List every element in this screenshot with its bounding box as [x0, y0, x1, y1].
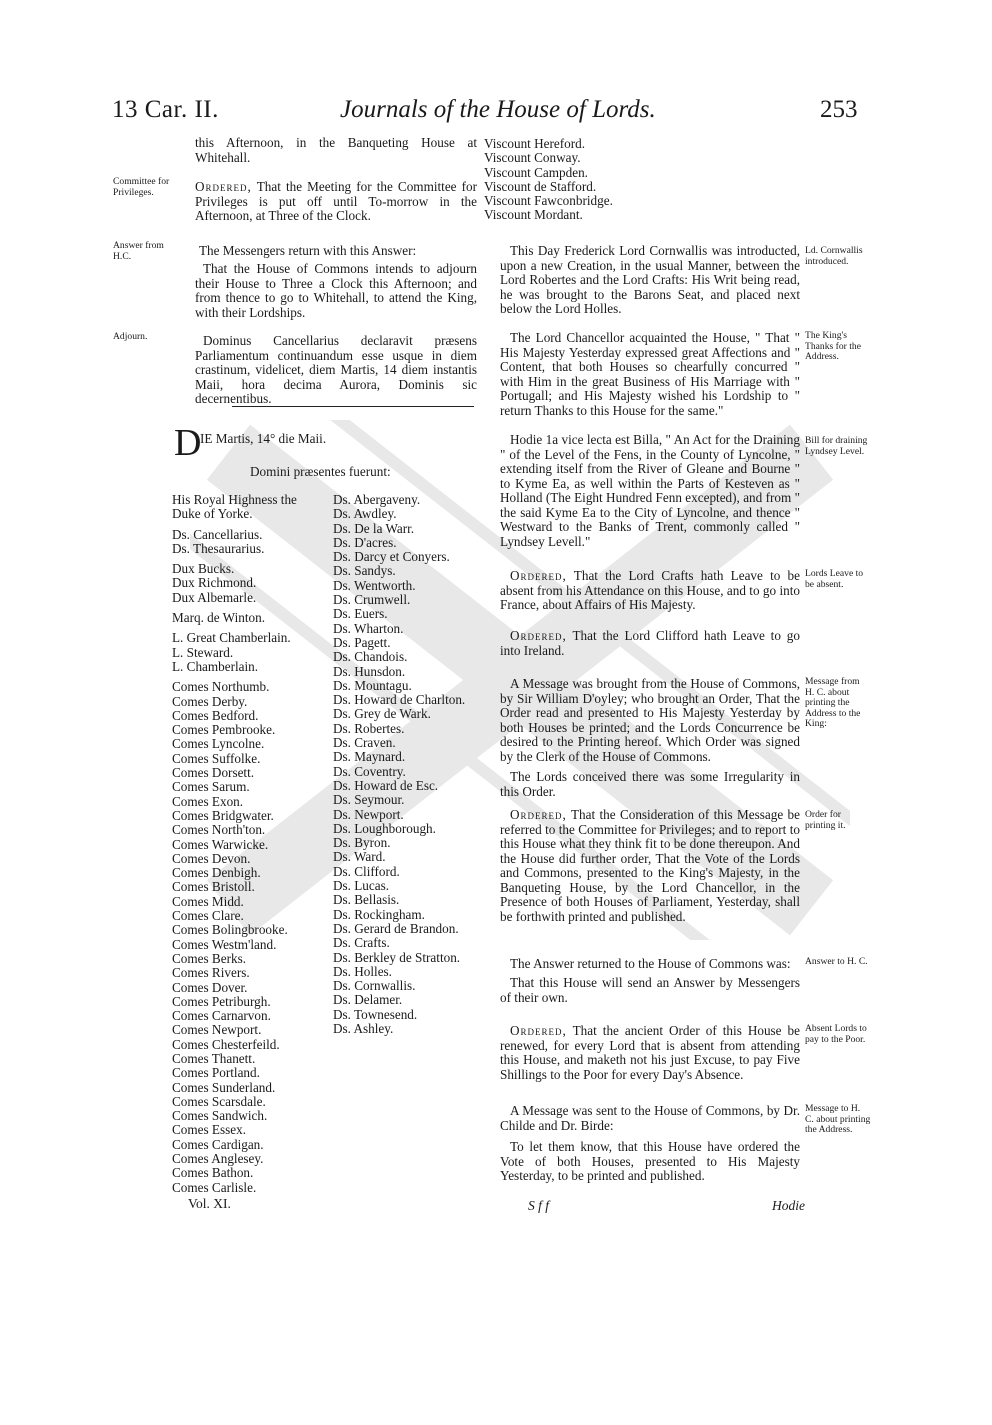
lord-name: Ds. Hunsdon.: [333, 663, 406, 679]
answer-text-2: That this House will send an Answer by Messengers of their own.: [500, 975, 800, 1005]
clifford-leave-text: That the Lord Clifford hath Leave to go into Ireland.: [500, 628, 800, 658]
margin-message: Message from H. C. about printing the Address to the King:: [805, 676, 861, 729]
lord-name: Comes Clare.: [172, 908, 244, 924]
kings-thanks-paragraph: The Lord Chancellor acquainted the House, " That " His Majesty Yesterday expressed great Affections and " Content, that both Houses so chearfully concurred " with Him in the great Business of His Marriage with " Portugall; and His Majesty wished his Lordship to " return Thanks to this House for the same.": [500, 330, 800, 418]
lord-name: Comes Sunderland.: [172, 1079, 276, 1095]
message-sent-paragraph: A Message was sent to the House of Commons, by Dr. Childe and Dr. Birde:: [500, 1103, 800, 1133]
day-heading: IE Martis, 14° die Maii.: [200, 431, 327, 446]
lord-name: Comes Dover.: [172, 979, 248, 995]
page-number: 253: [820, 96, 858, 123]
lord-name: Ds. Lucas.: [333, 878, 390, 894]
lord-name: Ds. Sandys.: [333, 563, 396, 579]
lord-name: Comes Warwicke.: [172, 836, 269, 852]
lord-name: Comes Portland.: [172, 1065, 260, 1081]
volume-label: Vol. XI.: [188, 1196, 231, 1211]
lord-name: Ds. Pagett.: [333, 634, 391, 650]
lord-name: Ds. Newport.: [333, 806, 404, 822]
lord-name: Ds. Berkley de Stratton.: [333, 949, 461, 965]
lord-name: Comes Bristoll.: [172, 879, 255, 895]
adjourn-paragraph: Dominus Cancellarius declaravit præsens Parliamentum continuandum esse usque in diem crastinum, videlicet, diem Martis, 14 diem instantis Maii, hora decima Aurora, Dominis sic decernentibus.: [195, 333, 477, 406]
lord-name: Ds. Euers.: [333, 606, 388, 622]
margin-absent: Absent Lords to pay to the Poor.: [805, 1023, 867, 1045]
bill-paragraph: Hodie 1a vice lecta est Billa, " An Act for the Draining " of the Level of the Fens, in the County of Lyncolne, " extending itself from the River of Gleane and Bourne " to Kyme Ea, as well within the Parts of Kesteven as " Holland (The Eight Hundred Fenn excepted), and from " the said Kyme Ea to the City of Lyncolne, and thence " Westward to the Banks of Trent, commonly called " Lyndsey Levell.": [500, 432, 800, 549]
ordered-label: Ordered,: [195, 179, 252, 194]
section-divider: [232, 406, 474, 407]
margin-order: Order for printing it.: [805, 809, 846, 831]
lord-name: His Royal Highness the: [172, 492, 297, 507]
lord-name: Ds. Wentworth.: [333, 577, 416, 593]
header-title: Journals of the House of Lords.: [340, 96, 656, 123]
crafts-leave-text: That the Lord Crafts hath Leave to be absent from his Attendance on this House, and to go into France, about Affairs of His Majesty.: [500, 568, 800, 612]
margin-message-2: Message to H. C. about printing the Address.: [805, 1103, 871, 1135]
lord-name: L. Great Chamberlain.: [172, 630, 291, 646]
lord-name: Ds. Delamer.: [333, 992, 403, 1008]
lord-name: Comes Northumb.: [172, 679, 270, 695]
consider-text: That the Consideration of this Message be referred to the Committee for Privileges; and to report to this House what they think fit to be done thereupon. And the House did further order, That the Vote of the Lords and Commons, presented to the King's Majesty, in the Banqueting House, by the Lord Chancellor, in the Presence of both Houses of Parliament, Yesterday, shall be forthwith printed and published.: [500, 807, 800, 924]
lord-name: Dux Bucks.: [172, 561, 235, 577]
lord-name: Comes Lyncolne.: [172, 736, 265, 752]
lord-name: Ds. Townesend.: [333, 1006, 418, 1022]
margin-thanks: The King's Thanks for the Address.: [805, 330, 861, 362]
lord-name: Comes Scarsdale.: [172, 1093, 266, 1109]
lord-name: Ds. Coventry.: [333, 763, 406, 779]
lord-name: Comes Exon.: [172, 793, 244, 809]
ordered-committee-paragraph: [195, 180, 477, 224]
answer-paragraph: That the House of Commons intends to adjourn their House to Three a Clock this Afternoon; and from thence to go to Whitehall, to attend the King, with their Lordships.: [195, 261, 477, 320]
lord-name: Ds. Cancellarius.: [172, 526, 263, 542]
ordered-committee-text: That the Meeting for the Committee for Privileges is put off until To-morrow in the Afternoon, at Three of the Clock.: [195, 179, 477, 223]
answer-returned: The Answer returned to the House of Commons was:: [510, 956, 791, 971]
lord-name: Comes Thanett.: [172, 1050, 256, 1066]
lord-name: Viscount Campden.: [484, 164, 588, 180]
lord-name: Viscount de Stafford.: [484, 178, 597, 194]
lord-name: Viscount Mordant.: [484, 207, 583, 223]
let-know-paragraph: To let them know, that this House have ordered the Vote of both Houses, presented to His Majesty Yesterday, to be printed and published.: [500, 1139, 800, 1183]
header-session: 13 Car. II.: [112, 96, 219, 123]
lord-name: Ds. Cornwallis.: [333, 978, 416, 994]
lord-name: Comes Sarum.: [172, 779, 250, 795]
continued-paragraph: this Afternoon, in the Banqueting House at Whitehall.: [195, 135, 477, 165]
lord-name: Comes Westm'land.: [172, 936, 277, 952]
lord-name: L. Chamberlain.: [172, 658, 259, 674]
lord-name: Comes Denbigh.: [172, 865, 261, 881]
lord-name: Ds. Mountagu.: [333, 677, 412, 693]
lord-name: Comes Midd.: [172, 893, 244, 909]
lord-name: Viscount Conway.: [484, 150, 581, 166]
lord-name: Ds. Byron.: [333, 835, 391, 851]
lord-name: Ds. Gerard de Brandon.: [333, 920, 459, 936]
lord-name: Ds. De la Warr.: [333, 520, 415, 536]
lord-name: Ds. Loughborough.: [333, 820, 436, 836]
lord-name: Comes Bolingbrooke.: [172, 922, 288, 938]
lord-name: Ds. Clifford.: [333, 863, 400, 879]
lord-name: Comes Dorsett.: [172, 765, 255, 781]
clifford-leave-paragraph: [500, 629, 800, 658]
lord-name: Ds. Darcy et Conyers.: [333, 549, 450, 565]
ordered-label: Ordered,: [510, 807, 567, 822]
lord-name: Ds. Howard de Esc.: [333, 777, 439, 793]
lords-list-col2: [333, 493, 483, 1036]
lord-name: Ds. Robertes.: [333, 720, 405, 736]
lord-name: Ds. Maynard.: [333, 749, 406, 765]
margin-adjourn: Adjourn.: [113, 331, 148, 342]
lord-name: Marq. de Winton.: [172, 610, 265, 626]
lord-name: Ds. Seymour.: [333, 792, 405, 808]
lord-name: Comes Bathon.: [172, 1165, 254, 1181]
lord-name: Comes North'ton.: [172, 822, 266, 838]
drop-cap: D: [174, 422, 202, 464]
lord-name: Comes Bedford.: [172, 707, 259, 723]
lord-name: Comes Rivers.: [172, 965, 250, 981]
lord-name: Comes Anglesey.: [172, 1151, 264, 1167]
lord-name: Ds. Rockingham.: [333, 906, 425, 922]
lord-name: Ds. Craven.: [333, 735, 396, 751]
lord-name: Comes Derby.: [172, 693, 248, 709]
lord-name: Comes Newport.: [172, 1022, 262, 1038]
consider-paragraph: [500, 808, 800, 924]
viscount-list: [484, 137, 634, 223]
lord-name: Comes Essex.: [172, 1122, 246, 1138]
lord-name: Comes Berks.: [172, 950, 246, 966]
lord-name: Comes Suffolke.: [172, 750, 261, 766]
ordered-label: Ordered,: [510, 1023, 567, 1038]
lord-name: Ds. Bellasis.: [333, 892, 400, 908]
ordered-label: Ordered,: [510, 568, 567, 583]
margin-answer-2: Answer to H. C.: [805, 956, 868, 967]
lord-name: Ds. Chandois.: [333, 649, 408, 665]
crafts-leave-paragraph: [500, 569, 800, 613]
lord-name: Dux Richmond.: [172, 575, 257, 591]
lord-name: Comes Petriburgh.: [172, 993, 271, 1009]
lord-name: Duke of Yorke.: [172, 506, 253, 522]
message-commons-paragraph: A Message was brought from the House of Commons, by Sir William D'oyley; who brought an Order, That the Order read and presented to His Majesty Yesterday by both Houses be printed; and the Lords Concurrence be desired to the Printing hereof. Which Order was signed by the Clerk of the House of Commons.: [500, 676, 800, 764]
present-heading: Domini præsentes fuerunt:: [250, 464, 391, 479]
lord-name: Comes Sandwich.: [172, 1108, 268, 1124]
messengers-return: The Messengers return with this Answer:: [199, 243, 417, 258]
ancient-order-paragraph: [500, 1024, 800, 1082]
catchword: Hodie: [772, 1198, 805, 1213]
lord-name: Viscount Hereford.: [484, 136, 586, 151]
margin-bill: Bill for draining Lyndsey Level.: [805, 435, 868, 457]
irregularity-paragraph: The Lords conceived there was some Irregularity in this Order.: [500, 769, 800, 799]
cornwallis-paragraph: This Day Frederick Lord Cornwallis was introducted, upon a new Creation, in the usual Manner, between the Lord Robertes and the Lord Crafts: His Writ being read, he was brought to the Barons Seat, and placed next below the Lord Holles.: [500, 243, 800, 316]
lord-name: Ds. Thesaurarius.: [172, 540, 265, 556]
signature-mark: S f f: [528, 1198, 550, 1213]
margin-answer: Answer from H.C.: [113, 240, 164, 262]
lord-name: Comes Cardigan.: [172, 1136, 264, 1152]
ordered-label: Ordered,: [510, 628, 567, 643]
lord-name: Ds. Howard de Charlton.: [333, 692, 466, 708]
lord-name: Ds. Ashley.: [333, 1020, 394, 1036]
lord-name: Comes Carnarvon.: [172, 1008, 271, 1024]
lord-name: Ds. Awdley.: [333, 506, 397, 522]
lords-list-col1: [172, 493, 332, 1195]
margin-leave: Lords Leave to be absent.: [805, 568, 864, 590]
lord-name: Comes Bridgwater.: [172, 807, 274, 823]
lord-name: Ds. Crafts.: [333, 935, 390, 951]
lord-name: Ds. Holles.: [333, 963, 392, 979]
lord-name: Comes Carlisle.: [172, 1179, 257, 1195]
lord-name: Comes Chesterfeild.: [172, 1036, 280, 1052]
lord-name: L. Steward.: [172, 644, 234, 660]
margin-cornwallis: Ld. Cornwallis introduced.: [805, 245, 863, 267]
lord-name: Dux Albemarle.: [172, 589, 257, 605]
lord-name: Ds. D'acres.: [333, 534, 397, 550]
ancient-order-text: That the ancient Order of this House be renewed, for every Lord that is absent from attending this House, and maketh not his just Excuse, to pay Five Shillings to the Poor for every Day's Absence.: [500, 1023, 800, 1082]
lord-name: Ds. Abergaveny.: [333, 492, 421, 507]
lord-name: Viscount Fawconbridge.: [484, 193, 613, 209]
lord-name: Comes Pembrooke.: [172, 722, 276, 738]
lord-name: Ds. Grey de Wark.: [333, 706, 431, 722]
lord-name: Ds. Wharton.: [333, 620, 404, 636]
lord-name: Comes Devon.: [172, 850, 251, 866]
margin-committee: Committee for Privileges.: [113, 176, 170, 198]
lord-name: Ds. Ward.: [333, 849, 386, 865]
lord-name: Ds. Crumwell.: [333, 592, 411, 608]
